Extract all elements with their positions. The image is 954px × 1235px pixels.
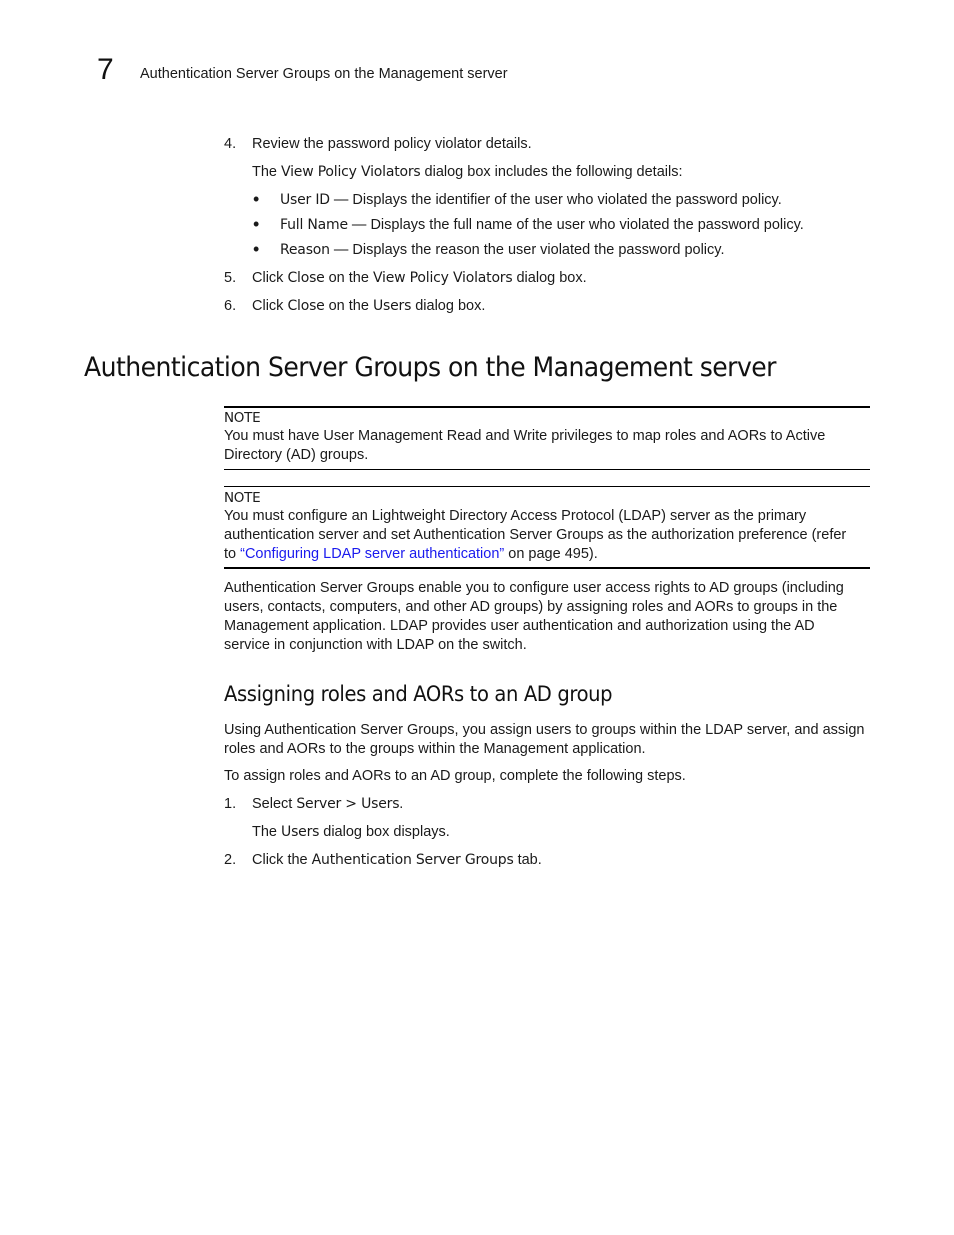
step-2 xyxy=(224,851,872,869)
text: Click xyxy=(252,298,288,314)
bullet-desc: — Displays the full name of the user who violated the password policy. xyxy=(347,217,804,233)
paragraph-line: Authentication Server Groups enable you to configure user access rights to AD groups (including xyxy=(224,580,844,596)
note-bottom-rule xyxy=(224,567,870,569)
cross-reference-link[interactable]: “Configuring LDAP server authentication” xyxy=(240,546,505,562)
step-1-result xyxy=(252,823,872,841)
ui-term: View Policy Violators xyxy=(372,270,513,286)
paragraph-line: users, contacts, computers, and other AD groups) by assigning roles and AORs to groups in the xyxy=(224,599,838,615)
note-line: Directory (AD) groups. xyxy=(224,447,369,463)
note-line: You must configure an Lightweight Directory Access Protocol (LDAP) server as the primary xyxy=(224,508,807,524)
overview-paragraph xyxy=(224,579,870,655)
note-text xyxy=(224,507,870,564)
violators-intro xyxy=(252,163,872,181)
paragraph-line: Management application. LDAP provides user authentication and authorization using the AD xyxy=(224,618,815,634)
bullet-desc: — Displays the reason the user violated the password policy. xyxy=(329,242,725,258)
chapter-number: 7 xyxy=(97,53,114,86)
subsection-title: Assigning roles and AORs to an AD group xyxy=(224,682,613,706)
step-6 xyxy=(224,297,872,315)
step-number: 1. xyxy=(224,796,237,812)
text: on the xyxy=(324,270,373,286)
bullet-term: Full Name xyxy=(280,217,348,233)
paragraph-line: Using Authentication Server Groups, you assign users to groups within the LDAP server, and assign xyxy=(224,722,865,738)
step-number: 4. xyxy=(224,136,237,152)
text: to xyxy=(224,546,241,562)
bullet-icon: • xyxy=(253,189,260,209)
paragraph-line: service in conjunction with LDAP on the switch. xyxy=(224,637,527,653)
bullet-item xyxy=(253,189,782,209)
ui-term: Authentication Server Groups xyxy=(311,852,514,868)
step-text: Review the password policy violator details. xyxy=(252,136,532,152)
text: Click xyxy=(252,270,288,286)
bullet-term: User ID xyxy=(280,192,330,208)
text: dialog box includes the following details: xyxy=(420,164,683,180)
note-text xyxy=(224,427,870,465)
text: on the xyxy=(324,298,373,314)
text: The xyxy=(252,164,282,180)
note-line: authentication server and set Authentication Server Groups as the authorization preference (refer xyxy=(224,527,847,543)
text: dialog box. xyxy=(411,298,486,314)
text: Select xyxy=(252,796,297,812)
ui-term: Server > Users xyxy=(296,796,400,812)
bullet-icon: • xyxy=(253,214,260,234)
bullet-icon: • xyxy=(253,239,260,259)
running-title: Authentication Server Groups on the Management server xyxy=(140,66,508,82)
text: tab. xyxy=(513,852,542,868)
ui-term: Close xyxy=(287,270,325,286)
bullet-item xyxy=(253,239,725,259)
bullet-item xyxy=(253,214,804,234)
text: dialog box. xyxy=(512,270,587,286)
text: on page 495). xyxy=(504,546,598,562)
bullet-desc: — Displays the identifier of the user who violated the password policy. xyxy=(329,192,782,208)
note-label: NOTE xyxy=(224,490,261,506)
ui-term: Close xyxy=(287,298,325,314)
step-number: 6. xyxy=(224,298,237,314)
note-top-rule xyxy=(224,406,870,408)
using-paragraph xyxy=(224,721,870,759)
step-4 xyxy=(224,135,872,153)
ui-term: Users xyxy=(372,298,412,314)
text: Click the xyxy=(252,852,312,868)
ui-term: View Policy Violators xyxy=(281,164,421,180)
text: . xyxy=(399,796,404,812)
paragraph-line: roles and AORs to the groups within the Management application. xyxy=(224,741,646,757)
note-line xyxy=(224,545,870,564)
step-number: 2. xyxy=(224,852,237,868)
note-label: NOTE xyxy=(224,410,261,426)
step-1 xyxy=(224,795,872,813)
note-line: You must have User Management Read and Write privileges to map roles and AORs to Active xyxy=(224,428,826,444)
section-title: Authentication Server Groups on the Management server xyxy=(84,352,776,383)
step-5 xyxy=(224,269,872,287)
to-assign-paragraph: To assign roles and AORs to an AD group, complete the following steps. xyxy=(224,768,686,784)
note-top-rule xyxy=(224,486,870,487)
step-number: 5. xyxy=(224,270,237,286)
text: dialog box displays. xyxy=(319,824,450,840)
note-bottom-rule xyxy=(224,469,870,470)
bullet-term: Reason xyxy=(280,242,330,258)
text: The xyxy=(252,824,282,840)
ui-term: Users xyxy=(281,824,320,840)
